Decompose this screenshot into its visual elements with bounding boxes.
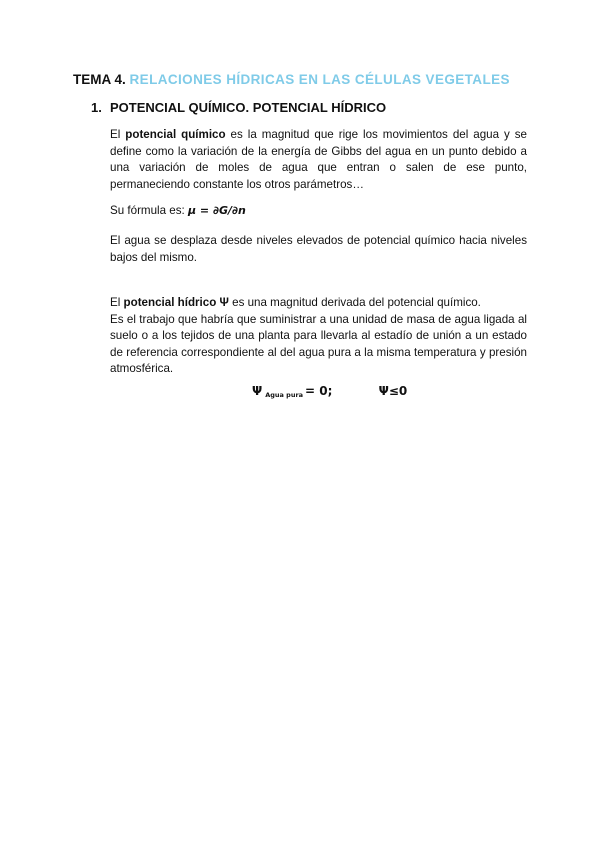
section-title: POTENCIAL QUÍMICO. POTENCIAL HÍDRICO xyxy=(110,100,387,115)
term-potencial-hidrico: potencial hídrico Ψ xyxy=(123,296,229,309)
p1-pre: El xyxy=(110,128,126,141)
p4-first-line: es una magnitud derivada del potencial químico. xyxy=(228,296,481,309)
paragraph-potencial-hidrico xyxy=(110,295,527,378)
psi-equals-zero: = 0; xyxy=(305,384,333,398)
formula-chemical-potential: μ = ∂G/∂n xyxy=(187,204,246,217)
psi-symbol: Ψ xyxy=(252,384,263,398)
section-number: 1. xyxy=(91,100,102,115)
formula-label: Su fórmula es: xyxy=(110,204,188,217)
p4-body: Es el trabajo que habría que suministrar a una unidad de masa de agua ligada al suelo o a los tejidos de una planta para llevarla al estadío de unión a un estado de referencia correspondiente al del agua pura a la misma temperatura y presión atmosférica. xyxy=(110,312,527,375)
title-accent: RELACIONES HÍDRICAS EN LAS CÉLULAS VEGETALES xyxy=(129,72,510,87)
section-heading xyxy=(91,100,386,115)
p1-body: es la magnitud que rige los movimientos del agua y se define como la variación de la energía de Gibbs del agua en un punto debido a una variación de moles de agua que entran o salen de ese punto, permaneciendo constante los otros parámetros… xyxy=(110,128,528,191)
title-prefix: TEMA 4. xyxy=(73,72,126,87)
paragraph-formula xyxy=(110,203,527,220)
term-potencial-quimico: potencial químico xyxy=(125,128,226,141)
paragraph-movimiento-agua: El agua se desplaza desde niveles elevados de potencial químico hacia niveles bajos del mismo. xyxy=(110,234,527,264)
p4-pre: El xyxy=(110,296,124,309)
formula-psi-leq-zero: Ψ≤0 xyxy=(378,384,408,398)
formula-psi-agua-pura xyxy=(252,384,332,398)
document-title xyxy=(73,72,510,87)
formula-row xyxy=(252,384,407,399)
psi-subscript: Agua pura xyxy=(265,391,304,399)
paragraph-potencial-quimico xyxy=(110,127,527,193)
